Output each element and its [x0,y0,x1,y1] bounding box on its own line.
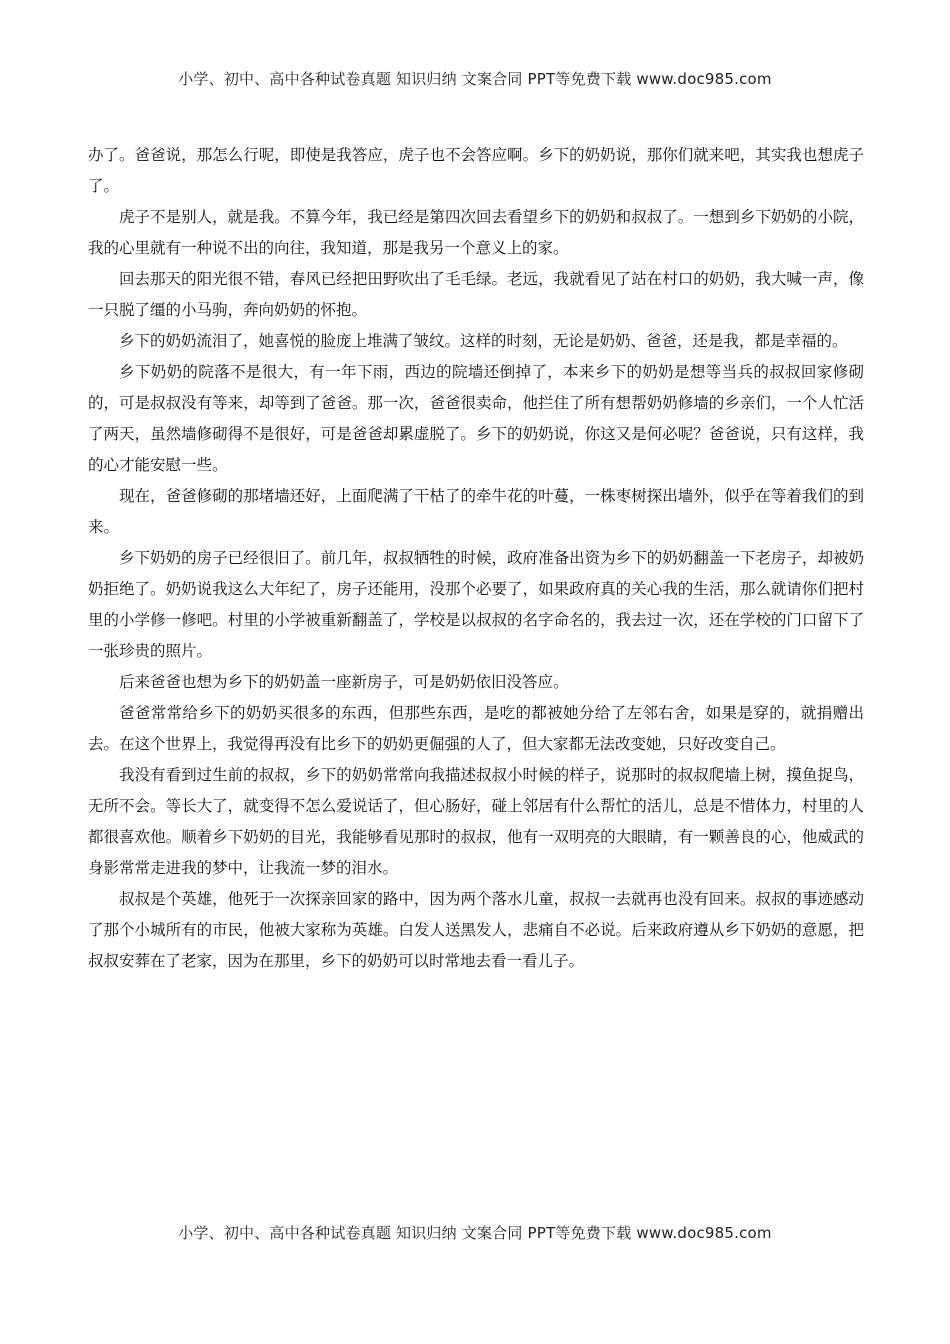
paragraph: 虎子不是别人，就是我。不算今年，我已经是第四次回去看望乡下的奶奶和叔叔了。一想到乡下奶奶的小院，我的心里就有一种说不出的向往，我知道，那是我另一个意义上的家。 [88,208,864,257]
footer-banner: 小学、初中、高中各种试卷真题 知识归纳 文案合同 PPT等免费下载 www.doc985.com [178,1224,772,1242]
paragraph: 我没有看到过生前的叔叔，乡下的奶奶常常向我描述叔叔小时候的样子，说那时的叔叔爬墙上树，摸鱼捉鸟，无所不会。等长大了，就变得不怎么爱说话了，但心肠好，碰上邻居有什么帮忙的活儿，总是不惜体力，村里的人都很喜欢他。顺着乡下奶奶的目光，我能够看见那时的叔叔，他有一双明亮的大眼睛，有一颗善良的心，他威武的身影常常走进我的梦中，让我流一梦的泪水。 [88,766,864,877]
paragraph: 办了。爸爸说，那怎么行呢，即使是我答应，虎子也不会答应啊。乡下的奶奶说，那你们就来吧，其实我也想虎子了。 [88,146,864,195]
paragraph: 叔叔是个英雄，他死于一次探亲回家的路中，因为两个落水儿童，叔叔一去就再也没有回来。叔叔的事迹感动了那个小城所有的市民，他被大家称为英雄。白发人送黑发人，悲痛自不必说。后来政府遵从乡下奶奶的意愿，把叔叔安葬在了老家，因为在那里，乡下的奶奶可以时常地去看一看儿子。 [88,890,864,970]
paragraph: 爸爸常常给乡下的奶奶买很多的东西，但那些东西，是吃的都被她分给了左邻右舍，如果是穿的，就捐赠出去。在这个世界上，我觉得再没有比乡下的奶奶更倔强的人了，但大家都无法改变她，只好改变自己。 [88,704,864,753]
paragraph: 乡下奶奶的房子已经很旧了。前几年，叔叔牺牲的时候，政府准备出资为乡下的奶奶翻盖一下老房子，却被奶奶拒绝了。奶奶说我这么大年纪了，房子还能用，没那个必要了，如果政府真的关心我的生活，那么就请你们把村里的小学修一修吧。村里的小学被重新翻盖了，学校是以叔叔的名字命名的，我去过一次，还在学校的门口留下了一张珍贵的照片。 [88,549,864,660]
paragraph: 乡下奶奶的院落不是很大，有一年下雨，西边的院墙还倒掉了，本来乡下的奶奶是想等当兵的叔叔回家修砌的，可是叔叔没有等来，却等到了爸爸。那一次，爸爸很卖命，他拦住了所有想帮奶奶修墙的乡亲们，一个人忙活了两天，虽然墙修砌得不是很好，可是爸爸却累虚脱了。乡下的奶奶说，你这又是何必呢？爸爸说，只有这样，我的心才能安慰一些。 [88,363,864,474]
paragraph: 乡下的奶奶流泪了，她喜悦的脸庞上堆满了皱纹。这样的时刻，无论是奶奶、爸爸，还是我，都是幸福的。 [119,332,848,350]
header-banner: 小学、初中、高中各种试卷真题 知识归纳 文案合同 PPT等免费下载 www.doc985.com [178,70,772,88]
paragraph: 现在，爸爸修砌的那堵墙还好，上面爬满了干枯了的牵牛花的叶蔓，一株枣树探出墙外，似乎在等着我们的到来。 [88,487,864,536]
paragraph: 后来爸爸也想为乡下的奶奶盖一座新房子，可是奶奶依旧没答应。 [119,673,569,691]
paragraph: 回去那天的阳光很不错，春风已经把田野吹出了毛毛绿。老远，我就看见了站在村口的奶奶，我大喊一声，像一只脱了缰的小马驹，奔向奶奶的怀抱。 [88,270,864,319]
article-body [88,140,864,977]
